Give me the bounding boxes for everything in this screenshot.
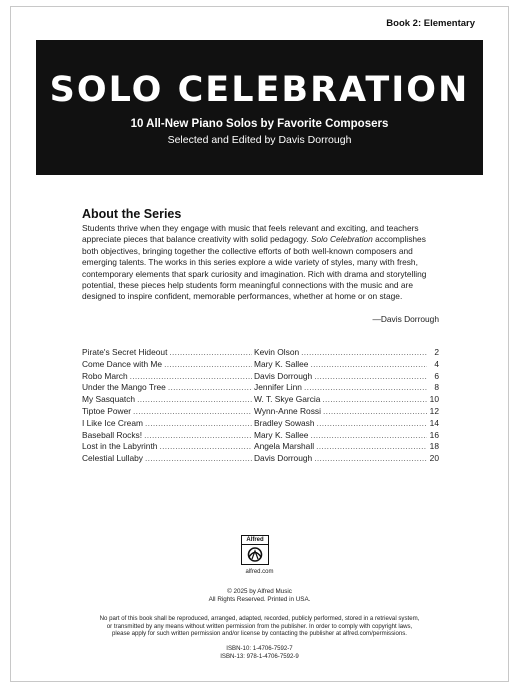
toc-leader	[145, 453, 252, 465]
alfred-music-logo-icon	[241, 535, 269, 565]
about-paragraph	[82, 223, 442, 303]
toc-page: 8	[434, 382, 439, 393]
toc-row	[82, 359, 439, 371]
toc-composer: Kevin Olson	[254, 347, 300, 357]
about-text-part2: accomplishes both objectives, bringing together the collective efforts of both well-known composers and emerging talents. The works in this series explore a wide variety of styles, many with fresh, contemporary elements that spark curiosity and imagination. Rich with drama and storytelling potential, these pieces help students form meaningful connections with the music and are designed to inspire confident, memorable performances, whether at home or on stage.	[82, 234, 427, 302]
toc-composer: Angela Marshall	[254, 441, 315, 452]
toc-page: 16	[429, 429, 439, 440]
toc-row	[82, 382, 439, 394]
isbn-13: ISBN-13: 978-1-4706-7592-9	[220, 652, 299, 660]
toc-page: 6	[434, 370, 439, 381]
toc-leader	[159, 441, 252, 453]
toc-title: Come Dance with Me	[82, 358, 163, 369]
book-label: Book 2: Elementary	[386, 18, 475, 29]
toc-leader	[130, 371, 252, 383]
copyright-notice	[0, 588, 519, 604]
toc-leader	[322, 394, 427, 406]
toc-title: Lost in the Labyrinth	[82, 441, 158, 452]
toc-title: My Sasquatch	[82, 394, 136, 405]
title-banner	[36, 40, 483, 175]
toc-page: 14	[429, 417, 439, 428]
toc-row	[82, 371, 439, 383]
legal-line: please apply for such written permission and/or license by contacting the publisher at alfred.com/permissions.	[111, 630, 408, 638]
toc-leader	[323, 406, 427, 418]
series-title: SOLO CELEBRATION	[49, 70, 470, 110]
toc-composer: Davis Dorrough	[254, 453, 313, 464]
series-editor: Selected and Edited by Davis Dorrough	[167, 134, 352, 146]
toc-title: Baseball Rocks!	[82, 429, 143, 440]
toc-row	[82, 347, 439, 359]
toc-page: 20	[429, 453, 439, 464]
about-text-part1: Students thrive when they engage with music that feels relevant and exciting, and teachers appreciate pieces that balance creativity with solid pedagogy.	[82, 223, 419, 245]
toc-row	[82, 453, 439, 465]
toc-leader	[301, 347, 427, 359]
toc-composer: Jennifer Linn	[254, 382, 302, 393]
toc-composer: W. T. Skye Garcia	[254, 394, 321, 405]
toc-page: 2	[434, 347, 439, 357]
toc-leader	[314, 453, 427, 465]
toc-row	[82, 441, 439, 453]
toc-leader	[304, 382, 427, 394]
toc-leader	[314, 371, 427, 383]
toc-leader	[144, 430, 252, 442]
about-heading: About the Series	[82, 207, 182, 221]
toc-leader	[310, 359, 427, 371]
table-of-contents	[82, 347, 439, 465]
toc-title: Tiptoe Power	[82, 405, 132, 416]
legal-line: or transmitted by any means without written permission from the publisher. In order to comply with copyright laws,	[106, 622, 413, 630]
toc-title: I Like Ice Cream	[82, 417, 143, 428]
toc-leader	[168, 382, 252, 394]
toc-page: 12	[429, 405, 439, 416]
copyright-line: © 2025 by Alfred Music	[227, 588, 292, 595]
toc-page: 18	[429, 441, 439, 452]
publisher-url: alfred.com	[245, 569, 274, 575]
toc-composer: Bradley Sowash	[254, 417, 315, 428]
isbn-10: ISBN-10: 1-4706-7592-7	[226, 645, 293, 652]
toc-leader	[317, 418, 427, 430]
toc-row	[82, 406, 439, 418]
rights-line: All Rights Reserved. Printed in USA.	[208, 596, 311, 603]
toc-title: Celestial Lullaby	[82, 453, 143, 464]
logo-wordmark: Alfred	[242, 536, 268, 545]
toc-composer: Mary K. Sallee	[254, 358, 309, 369]
toc-leader	[164, 359, 252, 371]
about-series-name: Solo Celebration	[310, 234, 373, 245]
toc-composer: Davis Dorrough	[254, 370, 313, 381]
toc-leader	[316, 441, 427, 453]
toc-row	[82, 394, 439, 406]
series-subtitle: 10 All-New Piano Solos by Favorite Composers	[130, 118, 389, 130]
toc-row	[82, 430, 439, 442]
toc-leader	[137, 394, 252, 406]
toc-page: 10	[429, 394, 439, 405]
toc-leader	[133, 406, 252, 418]
toc-leader	[169, 347, 252, 359]
toc-leader	[310, 430, 427, 442]
about-signature: —Davis Dorrough	[372, 314, 439, 324]
toc-row	[82, 418, 439, 430]
toc-title: Under the Mango Tree	[82, 382, 166, 393]
toc-title: Pirate's Secret Hideout	[82, 347, 168, 357]
legal-notice	[0, 615, 519, 638]
toc-composer: Wynn-Anne Rossi	[254, 405, 321, 416]
toc-title: Robo March	[82, 370, 128, 381]
toc-page: 4	[434, 358, 439, 369]
legal-line: No part of this book shall be reproduced, arranged, adapted, recorded, publicly performed, stored in a retrieval system,	[99, 615, 420, 622]
isbn-block	[0, 645, 519, 660]
toc-composer: Mary K. Sallee	[254, 429, 309, 440]
toc-leader	[145, 418, 252, 430]
logo-mark-icon	[245, 546, 265, 563]
